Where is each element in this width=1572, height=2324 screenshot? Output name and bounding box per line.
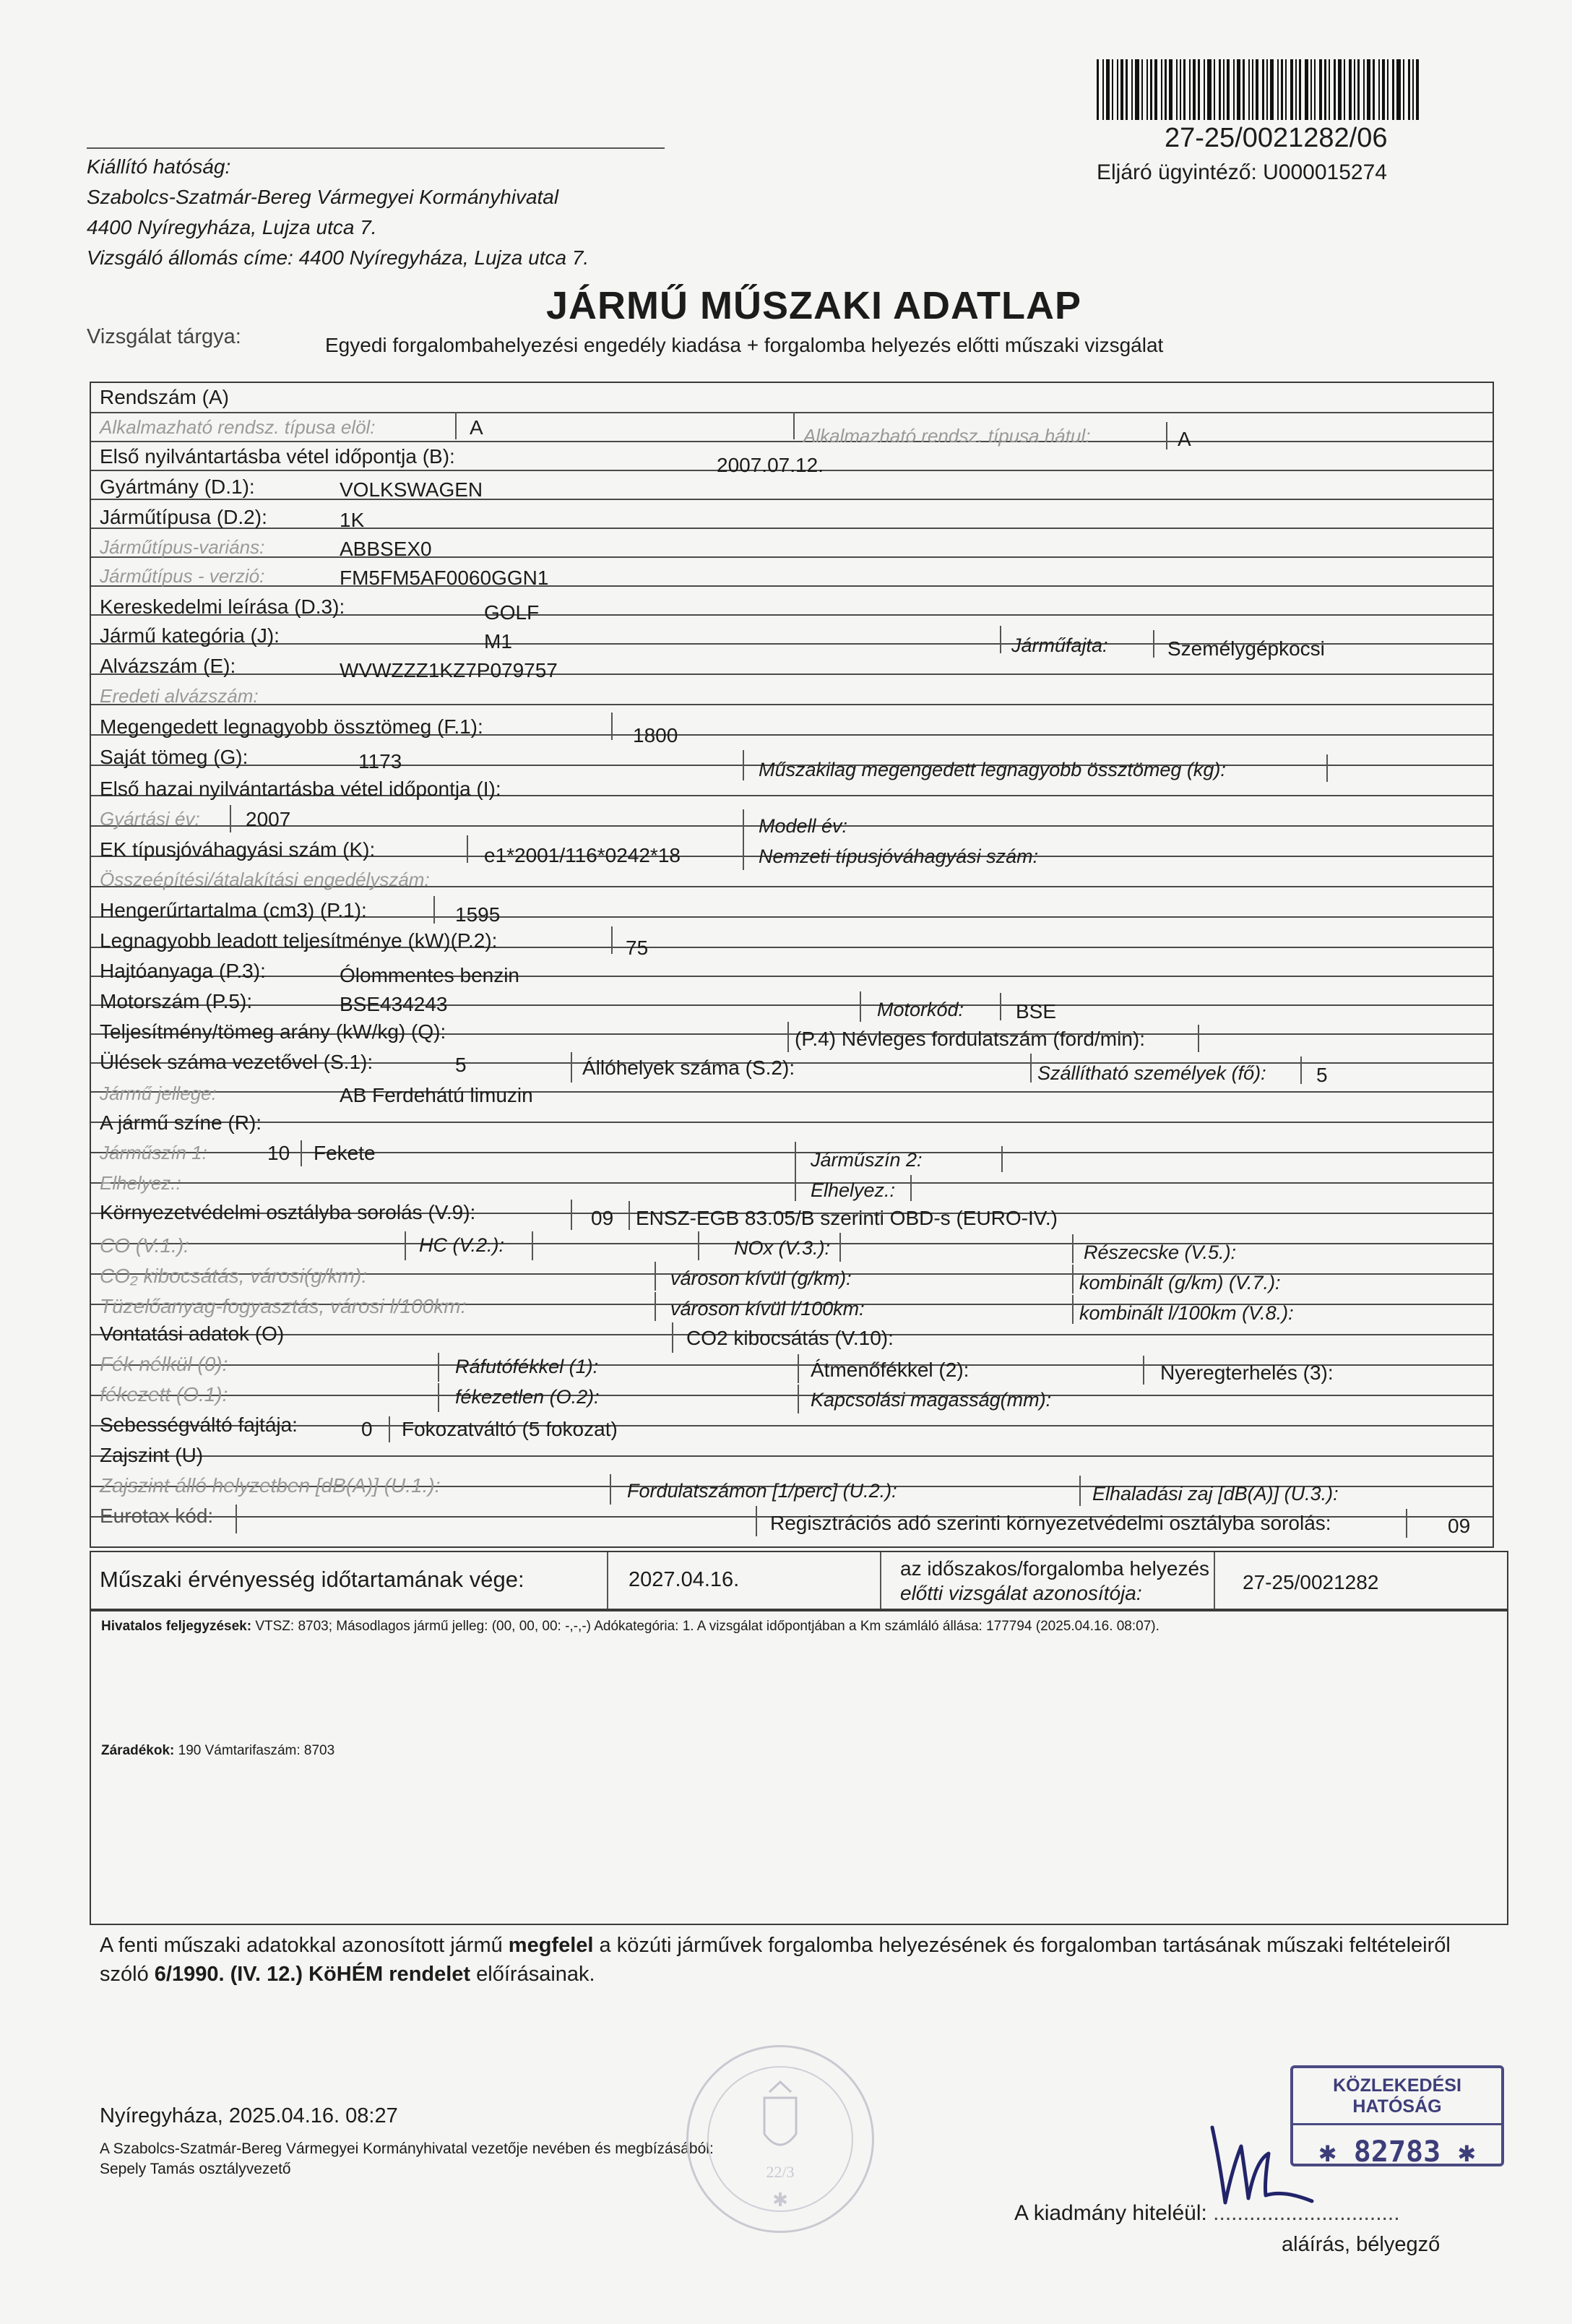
- ec-label: EK típusjóváhagyási szám (K):: [100, 838, 376, 861]
- barcode-bar: [1169, 59, 1172, 120]
- vin-label: Alvázszám (E):: [100, 655, 236, 677]
- year-label: Gyártási év:: [100, 808, 200, 830]
- reg-tax: 09: [1448, 1515, 1471, 1537]
- divider: [438, 1383, 439, 1412]
- barcode-bar: [1354, 59, 1355, 120]
- national-label: Nemzeti típusjóváhagyási szám:: [759, 845, 1039, 867]
- max-mass: 1800: [633, 724, 678, 746]
- table-rule: [91, 976, 1493, 977]
- rpm-label: (P.4) Névleges fordulatszám (ford/min):: [795, 1028, 1145, 1050]
- exam-id: 27-25/0021282: [1243, 1571, 1379, 1593]
- noise-label: Zajszint (U): [100, 1444, 204, 1466]
- plate-type-front-label: Alkalmazható rendsz. típusa elöl:: [100, 416, 376, 438]
- kind: Személygépkocsi: [1167, 637, 1325, 660]
- max-mass-label: Megengedett legnagyobb össztömeg (F.1):: [100, 715, 483, 738]
- barcode-bar: [1392, 59, 1394, 120]
- barcode-bar: [1412, 59, 1414, 120]
- table-rule: [91, 1395, 1493, 1396]
- hc-label: HC (V.2.):: [419, 1234, 505, 1256]
- divider: [698, 1231, 699, 1260]
- svg-text:22/3: 22/3: [766, 2163, 795, 2181]
- barcode-bar: [1135, 59, 1139, 120]
- first-reg-label: Első nyilvántartásba vétel időpontja (B):: [100, 445, 455, 468]
- barcode-bar: [1237, 59, 1240, 120]
- tech-mass-label: Műszakilag megengedett legnagyobb össztömeg (kg):: [759, 759, 1226, 780]
- divider: [236, 1505, 237, 1533]
- make: VOLKSWAGEN: [340, 478, 483, 501]
- divider: [672, 1322, 673, 1353]
- case-officer: Eljáró ügyintéző: U000015274: [1097, 160, 1387, 184]
- barcode-bar: [1120, 59, 1123, 120]
- table-rule: [91, 1091, 1493, 1093]
- barcode-bar: [1266, 59, 1268, 120]
- divider: [743, 809, 744, 840]
- first-reg: 2007.07.12.: [717, 454, 824, 476]
- barcode-bar: [1180, 59, 1181, 120]
- divider: [1072, 1234, 1074, 1263]
- version: FM5FM5AF0060GGN1: [340, 567, 549, 589]
- divider: [1300, 1056, 1302, 1084]
- stamp-title: KÖZLEKEDÉSI HATÓSÁG: [1293, 2068, 1501, 2125]
- barcode-bar: [1277, 59, 1279, 120]
- pm-label: Részecske (V.5.):: [1084, 1241, 1237, 1263]
- unbraked-label: fékezetlen (O.2):: [455, 1386, 600, 1408]
- barcode-bar: [1219, 59, 1221, 120]
- out-city-g-label: városon kívül (g/km):: [670, 1268, 852, 1289]
- barcode-bar: [1233, 59, 1235, 120]
- document-number: 27-25/0021282/06: [1165, 123, 1388, 153]
- divider: [743, 840, 744, 870]
- barcode-bar: [1295, 59, 1297, 120]
- barcode-bar: [1176, 59, 1178, 120]
- barcode-bar: [1403, 59, 1404, 120]
- table-rule: [91, 1182, 1493, 1184]
- power-label: Legnagyobb leadott teljesítménye (kW)(P.2):: [100, 929, 498, 952]
- barcode-bar: [1299, 59, 1301, 120]
- barcode-bar: [1344, 59, 1345, 120]
- own-mass-label: Saját tömeg (G):: [100, 746, 249, 768]
- standing-label: Állóhelyek száma (S.2):: [582, 1056, 795, 1079]
- engine-no-label: Motorszám (P.5):: [100, 990, 253, 1012]
- signature-icon: [1204, 2117, 1319, 2211]
- barcode-bar: [1117, 59, 1118, 120]
- type-label: Járműtípusa (D.2):: [100, 506, 267, 528]
- divider: [798, 1385, 799, 1413]
- trade-label: Kereskedelmi leírása (D.3):: [100, 595, 345, 618]
- divider: [438, 1353, 439, 1382]
- co-label: CO (V.1.):: [100, 1234, 189, 1257]
- reg-tax-label: Regisztrációs adó szerinti környezetvédelmi osztályba sorolás:: [770, 1512, 1331, 1534]
- barcode-bar: [1305, 59, 1308, 120]
- barcode-bar: [1373, 59, 1375, 120]
- gearbox-label: Sebességváltó fajtája:: [100, 1413, 298, 1436]
- barcode-bar: [1416, 59, 1419, 120]
- barcode-bar: [1183, 59, 1186, 120]
- plate-type-front: A: [470, 416, 483, 439]
- divider: [839, 1233, 841, 1262]
- plate-type-rear: A: [1178, 428, 1191, 450]
- divider: [610, 1474, 611, 1505]
- seats: 5: [455, 1054, 467, 1076]
- kind-label: Járműfajta:: [1011, 634, 1108, 656]
- divider: [1166, 422, 1167, 449]
- barcode-bar: [1338, 59, 1342, 120]
- barcode-bar: [1387, 59, 1389, 120]
- on-behalf: A Szabolcs-Szatmár-Bereg Vármegyei Kormányhivatal vezetője nevében és megbízásából:: [100, 2140, 714, 2157]
- barcode-bar: [1324, 59, 1326, 120]
- place-date: Nyíregyháza, 2025.04.16. 08:27: [100, 2104, 398, 2127]
- compliance-statement: A fenti műszaki adatokkal azonosított jármű megfelel a közúti járművek forgalomba helyezésének és forgalomban tartásának műszaki feltételeiről szóló 6/1990. (IV. 12.) KöHÉM rendelet előírásainak.: [100, 1934, 1451, 1986]
- barcode-bar: [1227, 59, 1230, 120]
- divider: [787, 1022, 789, 1052]
- divider: [455, 412, 457, 439]
- barcode-bar: [1223, 59, 1225, 120]
- barcode-bar: [1207, 59, 1212, 120]
- officer: Sepely Tamás osztályvezető: [100, 2161, 291, 2177]
- table-rule: [91, 528, 1493, 529]
- barcode-bar: [1378, 59, 1380, 120]
- svg-text:✱: ✱: [772, 2189, 788, 2211]
- barcode-bar: [1329, 59, 1330, 120]
- barcode-bar: [1106, 59, 1110, 120]
- divider: [860, 991, 861, 1022]
- validity-date: 2027.04.16.: [629, 1568, 740, 1591]
- divider: [1214, 1552, 1215, 1609]
- divider: [301, 1140, 302, 1166]
- color1-label: Járműszín 1:: [100, 1142, 207, 1163]
- divider: [532, 1231, 533, 1260]
- exam-id-label: az időszakos/forgalomba helyezés előtti vizsgálat azonosítója:: [900, 1557, 1210, 1604]
- eurotax-label: Eurotax kód:: [100, 1505, 214, 1527]
- clauses: Záradékok: 190 Vámtarifaszám: 8703: [101, 1743, 335, 1758]
- certified-label: A kiadmány hiteléül: ...............................: [1014, 2201, 1400, 2225]
- category-label: Jármű kategória (J):: [100, 624, 280, 647]
- year: 2007: [246, 808, 291, 830]
- own-mass: 1173: [358, 750, 402, 772]
- barcode-bar: [1285, 59, 1287, 120]
- page-title: JÁRMŰ MŰSZAKI ADATLAP: [546, 284, 1081, 327]
- table-rule: [91, 1004, 1493, 1006]
- table-rule: [91, 556, 1493, 558]
- table-rule: [91, 499, 1493, 500]
- cc-label: Hengerűrtartalma (cm3) (P.1):: [100, 899, 367, 921]
- engine-code-label: Motorkód:: [877, 999, 964, 1020]
- divider: [1000, 626, 1001, 653]
- model-year-label: Modell év:: [759, 815, 848, 837]
- divider: [880, 1552, 881, 1609]
- divider: [1001, 1146, 1003, 1172]
- subject-value: Egyedi forgalombahelyezési engedély kiadása + forgalomba helyezés előtti műszaki vizsgálat: [325, 334, 1164, 356]
- divider: [793, 412, 795, 439]
- coupling-label: Kapcsolási magasság(mm):: [811, 1389, 1052, 1411]
- type: 1K: [340, 509, 365, 531]
- noise-pass-label: Elhaladási zaj [dB(A)] (U.3.):: [1092, 1483, 1339, 1505]
- validity-label: Műszaki érvényesség időtartamának vége:: [100, 1567, 524, 1592]
- barcode-bar: [1281, 59, 1283, 120]
- divider: [611, 713, 613, 740]
- divider: [798, 1354, 799, 1383]
- semi-label: Nyeregterhelés (3):: [1160, 1361, 1334, 1384]
- comb-l-label: kombinált l/100km (V.8.):: [1079, 1302, 1294, 1324]
- table-rule: [91, 1455, 1493, 1457]
- comb-g-label: kombinált (g/km) (V.7.):: [1079, 1272, 1281, 1294]
- place2-label: Elhelyez.:: [811, 1179, 896, 1201]
- divider: [1326, 754, 1328, 782]
- env-code: 09: [591, 1207, 614, 1229]
- barcode-bar: [1146, 59, 1148, 120]
- orig-vin-label: Eredeti alvázszám:: [100, 685, 259, 707]
- divider: [743, 750, 744, 780]
- barcode-bar: [1357, 59, 1360, 120]
- divider: [1198, 1025, 1199, 1052]
- trade: GOLF: [484, 601, 540, 624]
- divider: [795, 1142, 796, 1171]
- barcode-bar: [1150, 59, 1152, 120]
- divider: [1406, 1509, 1407, 1538]
- fuel-label: Hajtóanyaga (P.3):: [100, 960, 266, 982]
- make-label: Gyártmány (D.1):: [100, 475, 255, 498]
- barcode-bar: [1214, 59, 1215, 120]
- divider: [571, 1052, 572, 1083]
- noise-rpm-label: Fordulatszámon [1/perc] (U.2.):: [627, 1480, 897, 1502]
- issuer-block: Kiállító hatóság: Szabolcs-Szatmár-Bereg Vármegyei Kormányhivatal 4400 Nyíregyháza, Lujza utca 7. Vizsgáló állomás címe: 4400 Nyíregyháza, Lujza utca 7.: [87, 155, 590, 269]
- barcode: [1097, 59, 1462, 120]
- fuel: Ólommentes benzin: [340, 964, 520, 986]
- out-city-l-label: városon kívül l/100km:: [670, 1298, 865, 1320]
- through-label: Átmenőfékkel (2):: [811, 1359, 969, 1381]
- barcode-bar: [1189, 59, 1191, 120]
- barcode-bar: [1262, 59, 1264, 120]
- barcode-bar: [1256, 59, 1258, 120]
- signature-label: aláírás, bélyegző: [1282, 2233, 1441, 2256]
- power: 75: [626, 937, 649, 959]
- barcode-bar: [1252, 59, 1253, 120]
- barcode-bar: [1097, 59, 1099, 120]
- official-seal: [686, 2045, 874, 2233]
- divider: [230, 805, 231, 832]
- divider: [655, 1292, 656, 1321]
- first-hu-label: Első hazai nyilvántartásba vétel időpontja (I):: [100, 778, 501, 800]
- place1-label: Elhelyez.:: [100, 1172, 181, 1194]
- barcode-bar: [1367, 59, 1370, 120]
- version-label: Járműtípus - verzió:: [100, 565, 265, 587]
- color2-label: Járműszín 2:: [811, 1149, 923, 1171]
- plate-label: Rendszám (A): [100, 386, 229, 408]
- assembly-label: Összeépítési/átalakítási engedélyszám:: [100, 869, 430, 890]
- ratio-label: Teljesítmény/tömeg arány (kW/kg) (Q):: [100, 1020, 446, 1043]
- color-label: A jármű színe (R):: [100, 1111, 262, 1134]
- barcode-bar: [1382, 59, 1385, 120]
- barcode-bar: [1270, 59, 1274, 120]
- barcode-bar: [1165, 59, 1167, 120]
- divider: [1153, 630, 1154, 658]
- ec-number: e1*2001/116*0242*18: [484, 844, 681, 866]
- plate-type-rear-label: Alkalmazható rendsz. típusa hátul:: [803, 425, 1091, 447]
- divider: [433, 896, 435, 924]
- color1: Fekete: [314, 1142, 376, 1164]
- barcode-bar: [1141, 59, 1143, 120]
- stamp-number: ✱ 82783 ✱: [1318, 2135, 1476, 2169]
- engine-no: BSE434243: [340, 993, 448, 1015]
- vin: WVWZZZ1KZ7P079757: [340, 659, 558, 681]
- no-brake-label: Fék nélkül (0):: [100, 1353, 228, 1375]
- body-label: Jármű jellege:: [100, 1083, 217, 1104]
- table-rule: [91, 673, 1493, 675]
- table-rule: [91, 1122, 1493, 1123]
- divider: [795, 1171, 796, 1201]
- barcode-bar: [1193, 59, 1196, 120]
- divider: [611, 926, 613, 954]
- divider: [405, 1231, 406, 1260]
- divider: [1030, 1054, 1032, 1083]
- official-remarks: Hivatalos feljegyzések: VTSZ: 8703; Másodlagos jármű jelleg: (00, 00, 00: -,-,-) Adókategória: 1. A vizsgálat időpontjában a Km számláló állása: 177794 (2025.04.16. 08:07).: [101, 1619, 1159, 1634]
- barcode-bar: [1290, 59, 1293, 120]
- barcode-bar: [1131, 59, 1133, 120]
- barcode-bar: [1334, 59, 1336, 120]
- nox-label: NOx (V.3.):: [734, 1237, 831, 1259]
- divider: [1079, 1476, 1081, 1506]
- engine-code: BSE: [1016, 1000, 1057, 1023]
- body: AB Ferdehátú limuzin: [340, 1084, 533, 1106]
- noise-still-label: Zajszint álló helyzetben [dB(A)] (U.1.):: [100, 1474, 441, 1497]
- gearbox-code: 0: [361, 1418, 373, 1440]
- authority-stamp: [1290, 2065, 1504, 2169]
- seats-label: Ülések száma vezetővel (S.1):: [100, 1051, 373, 1073]
- divider: [389, 1416, 390, 1442]
- env-class: ENSZ-EGB 83.05/B szerinti OBD-s (EURO-IV.): [636, 1207, 1058, 1229]
- passengers: 5: [1316, 1064, 1328, 1086]
- cc: 1595: [455, 903, 501, 926]
- barcode-bar: [1243, 59, 1245, 120]
- remarks-box: [90, 1610, 1508, 1925]
- barcode-bar: [1126, 59, 1128, 120]
- tow-label: Vontatási adatok (O): [100, 1322, 285, 1345]
- divider: [629, 1201, 630, 1230]
- divider: [1072, 1295, 1074, 1324]
- barcode-bar: [1248, 59, 1250, 120]
- barcode-bar: [1408, 59, 1410, 120]
- divider: [910, 1175, 912, 1201]
- barcode-bar: [1102, 59, 1104, 120]
- divider: [467, 835, 468, 863]
- variant: ABBSEX0: [340, 538, 432, 560]
- divider: [1000, 993, 1001, 1020]
- barcode-bar: [1198, 59, 1200, 120]
- issuer-rule: [87, 147, 665, 149]
- table-rule: [91, 441, 1493, 442]
- divider: [607, 1552, 608, 1609]
- barcode-bar: [1396, 59, 1401, 120]
- braked-label: fékezett (O.1):: [100, 1383, 228, 1406]
- env-label: Környezetvédelmi osztályba sorolás (V.9):: [100, 1201, 476, 1223]
- category: M1: [484, 630, 512, 653]
- divider: [655, 1262, 656, 1291]
- barcode-bar: [1204, 59, 1205, 120]
- co2-emis-label: CO2 kibocsátás (V.10):: [686, 1327, 894, 1349]
- barcode-bar: [1363, 59, 1365, 120]
- table-rule: [91, 1425, 1493, 1426]
- gearbox: Fokozatváltó (5 fokozat): [402, 1418, 618, 1440]
- divider: [1072, 1265, 1074, 1294]
- divider: [571, 1200, 572, 1230]
- divider: [1143, 1356, 1144, 1385]
- barcode-bar: [1314, 59, 1316, 120]
- barcode-bar: [1349, 59, 1352, 120]
- barcode-bar: [1154, 59, 1157, 120]
- barcode-bar: [1319, 59, 1322, 120]
- fuel-city-label: Tüzelőanyag-fogyasztás, városi l/100km:: [100, 1295, 467, 1317]
- barcode-bar: [1161, 59, 1162, 120]
- table-rule: [91, 585, 1493, 587]
- passengers-label: Szállítható személyek (fő):: [1037, 1062, 1266, 1084]
- barcode-bar: [1112, 59, 1113, 120]
- co2-city-label: CO₂ kibocsátás, városi(g/km):: [100, 1265, 368, 1287]
- subject-label: Vizsgálat tárgya:: [87, 325, 241, 348]
- overrun-label: Ráfutófékkel (1):: [455, 1356, 599, 1377]
- seal-emblem-icon: [688, 2047, 872, 2231]
- color1-code: 10: [267, 1142, 290, 1164]
- variant-label: Járműtípus-variáns:: [100, 536, 265, 558]
- barcode-bar: [1310, 59, 1312, 120]
- table-rule: [91, 412, 1493, 413]
- table-rule: [91, 704, 1493, 705]
- divider: [756, 1506, 757, 1536]
